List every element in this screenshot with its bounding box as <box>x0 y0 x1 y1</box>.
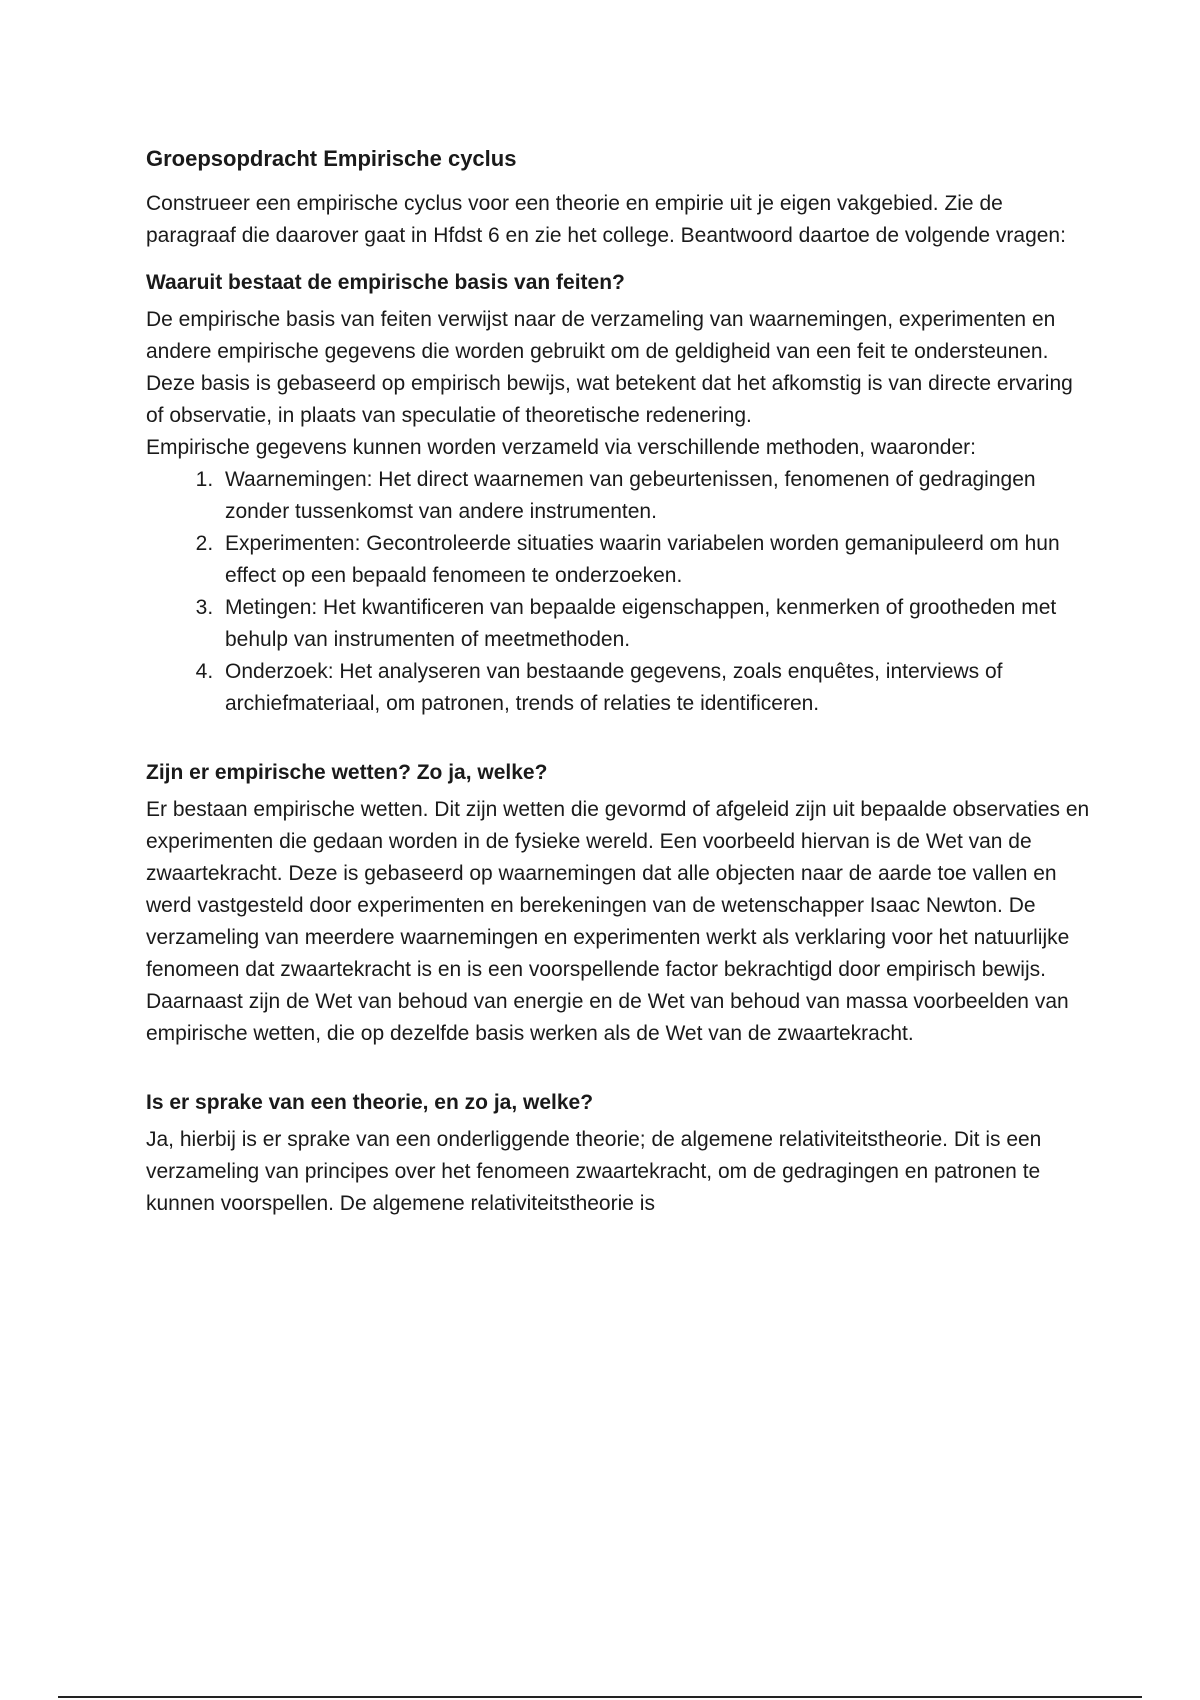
section-paragraph: Er bestaan empirische wetten. Dit zijn wetten die gevormd of afgeleid zijn uit bepaalde observaties en experimenten die gedaan worden in de fysieke wereld. Een voorbeeld hiervan is de Wet van de zwaartekracht. Deze is gebaseerd op waarnemingen dat alle objecten naar de aarde toe vallen en werd vastgesteld door experimenten en berekeningen van de wetenschapper Isaac Newton. De verzameling van meerdere waarnemingen en experimenten werkt als verklaring voor het natuurlijke fenomeen dat zwaartekracht is en is een voorspellende factor bekrachtigd door empirisch bewijs. Daarnaast zijn de Wet van behoud van energie en de Wet van behoud van massa voorbeelden van empirische wetten, die op dezelfde basis werken als de Wet van de zwaartekracht. <box>146 798 1090 1045</box>
section-heading-theory: Is er sprake van een theorie, en zo ja, welke? <box>146 1091 594 1114</box>
methods-list <box>146 464 1096 720</box>
section-paragraph: Ja, hierbij is er sprake van een onderliggende theorie; de algemene relativiteitstheorie. Dit is een verzameling van principes over het fenomeen zwaartekracht, om de gedragingen en patronen te kunnen voorspellen. De algemene relativiteitstheorie is <box>146 1128 1042 1215</box>
section-heading-empirical-basis: Waaruit bestaat de empirische basis van feiten? <box>146 271 625 294</box>
page-bottom-rule <box>58 1696 1142 1698</box>
list-item: 2. Experimenten: Gecontroleerde situaties waarin variabelen worden gemanipuleerd om hun effect op een bepaald fenomeen te onderzoeken. <box>219 528 1096 592</box>
intro-paragraph: Construeer een empirische cyclus voor een theorie en empirie uit je eigen vakgebied. Zie de paragraaf die daarover gaat in Hfdst 6 en zie het college. Beantwoord daartoe de volgende vragen: <box>146 192 1066 247</box>
spacer <box>146 720 1096 758</box>
document-page <box>146 144 1096 1220</box>
section-paragraph: Empirische gegevens kunnen worden verzameld via verschillende methoden, waaronder: <box>146 436 976 459</box>
section-paragraph: De empirische basis van feiten verwijst naar de verzameling van waarnemingen, experimenten en andere empirische gegevens die worden gebruikt om de geldigheid van een feit te ondersteunen. Deze basis is gebaseerd op empirisch bewijs, wat betekent dat het afkomstig is van directe ervaring of observatie, in plaats van speculatie of theoretische redenering. <box>146 308 1073 427</box>
list-item: 3. Metingen: Het kwantificeren van bepaalde eigenschappen, kenmerken of grootheden met behulp van instrumenten of meetmethoden. <box>219 592 1096 656</box>
list-item: 1. Waarnemingen: Het direct waarnemen van gebeurtenissen, fenomenen of gedragingen zonder tussenkomst van andere instrumenten. <box>219 464 1096 528</box>
spacer <box>146 1050 1096 1088</box>
list-item: 4. Onderzoek: Het analyseren van bestaande gegevens, zoals enquêtes, interviews of archiefmateriaal, om patronen, trends of relaties te identificeren. <box>219 656 1096 720</box>
document-title: Groepsopdracht Empirische cyclus <box>146 146 517 171</box>
section-heading-empirical-laws: Zijn er empirische wetten? Zo ja, welke? <box>146 761 548 784</box>
